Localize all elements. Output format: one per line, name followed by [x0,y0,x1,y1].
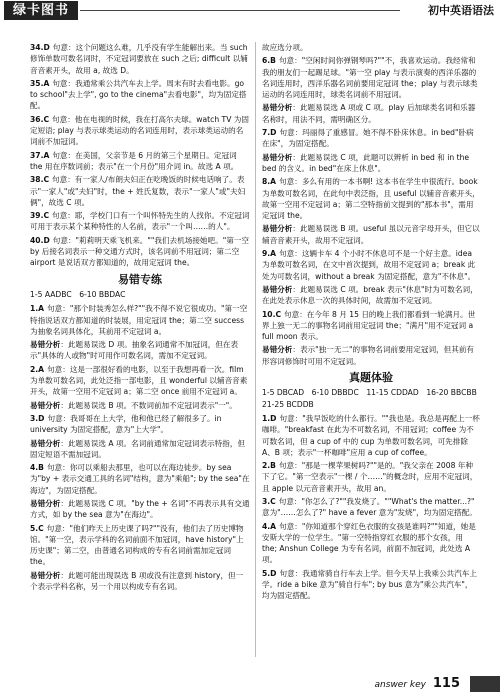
item-number: 9. [262,249,271,259]
left-column [30,42,250,594]
column-divider [255,42,256,657]
item-answer: D [38,413,45,423]
page-number: 115 [432,676,460,691]
item-answer: B [270,56,276,66]
answer-item [262,413,480,458]
item-text: 句意：这个问题这么难，几乎没有学生能解出来。当 such 修饰单数可数名词时，不定冠词要放在 such 之后; difficult 以辅音音素开头，故用 a, 故选 D。 [30,43,248,75]
item-text: 句意："那是一棵苹果树吗?""是的。"我父亲在 2008 年种下了它。"第一空表示"一棵 / 个……"的概念时，应用不定冠词，且 apple 以元音音素开头，故用 an。 [262,461,478,493]
header-rule [80,10,400,11]
item-answer: B [38,463,44,473]
item-text: 句意："你知道那个穿红色衣服的女孩是谁吗?""知道，她是安斯大学的一位学生。"第一空特指穿红衣服的那个女孩，用 the; Anshun College 为专有名词，前面不加冠词，此处选 A 项。 [262,521,476,565]
analysis-label: 易错分析 [262,152,293,162]
item-text: 句意：这辆卡车 4 个小时不休息可不是一个好主意。idea 为单数可数名词，在文中首次提到，故用不定冠词 a；break 此处为可数名词，without a break 为固定搭配，意为"不休息"。 [262,249,476,281]
item-text: 表示"独一无二"的事物名词前要用定冠词，但其前有形容词修饰时可用不定冠词。 [262,345,475,366]
section-keys-errors: 1-5 AADBC 6-10 BBDAC [30,289,126,299]
analysis-label: 易错分析 [30,438,61,448]
answer-item [30,235,250,269]
item-text: 句意："他们昨天上历史课了吗?""没有，他们去了历史博物馆。"第一空，表示学科的名词前面不加冠词，have history"上历史课"；第二空，由普通名词构成的专有名词前需加定冠词 the。 [30,523,244,567]
analysis-label: 易错分析 [262,103,293,113]
item-text: 句意：我哥哥在上大学，他和他已经了解很多了。in university 为固定搭配，意为"上大学"。 [30,413,222,435]
item-text: 此题易误选 A 项或 C 项。play 后加球类名词和乐器名称时，用法不同，需明确区分。 [262,103,476,124]
item-text: 句意：有一家人/布朗夫妇正在吃晚饭的时候电话响了。表示"一家人"或"夫妇"时，the + 姓氏复数，表示"一家人"或"夫妇俩"，故选 C 项。 [30,175,246,207]
error-analysis: 易错分析：此题易误选 C 项，此题可以辨析 in bed 和 in the bed 的含义。in bed"在床上休息"。 [262,152,470,173]
analysis-label: 易错分析 [30,570,61,580]
item-answer: A [270,249,277,259]
item-number: 3. [262,496,271,506]
item-number: 35. [30,78,44,88]
item-answer: D [270,568,277,578]
answer-item [30,462,250,496]
item-answer: C [275,309,282,319]
analysis-label: 易错分析 [30,400,61,410]
analysis-label: 易错分析 [30,340,61,350]
analysis-label: 易错分析 [262,284,293,294]
answer-item [262,55,480,100]
section-title-real-exam: 真题体验 [349,371,393,385]
error-analysis: 易错分析：此题易误选 A 项或 C 项。play 后加球类名词和乐器名称时，用法不同，需明确区分。 [262,103,476,124]
item-number: 2. [262,461,271,471]
item-answer: C [270,496,276,506]
item-text: 故应选分项。 [262,43,308,52]
item-text: 句意："你怎么了?""我发烧了。""What's the matter...?" 意为"……怎么了?" have a fever 意为"发烧"，均为固定搭配。 [262,496,477,518]
item-text: 句意："我早饭吃的什么都行。""我也是。我总是再配上一杯咖啡。"breakfast 在此为不可数名词，不用冠词；coffee 为不可数名词，但 a cup of 中的 cup 为单数可数名词，可先排除 A、B 项；表示"一杯咖啡"应用 a cup of coffee。 [262,413,480,457]
section-keys-real-exam: 1-5 DBCAD 6-10 DBBDC 11-15 CDDAD 16-20 BBCBB 21-25 BCDDB [262,388,485,409]
item-number: 37. [30,150,44,160]
answer-item [262,568,480,602]
item-answer: A [270,177,277,187]
item-text: 句意：耶，学校门口有一个叫怀特先生的人找你。不定冠词可用于表示某个某种特性的人名前，表示"一个叫……的人"。 [30,211,250,232]
item-number: 40. [30,235,44,245]
analysis-label: 易错分析 [30,498,61,508]
item-number: 4. [30,463,39,473]
answer-item [30,210,250,233]
item-text: 句意：我通常乘公共汽车去上学。周末有时去看电影。go to school"去上学", go to the cinema"去看电影"，均为固定搭配。 [30,78,247,111]
brand-logo: 绿卡图书 [4,1,78,20]
item-text: 此题易误选 B 项。useful 虽以元音字母开头，但它以辅音音素开头，故用不定冠词。 [262,224,480,245]
item-number: 38. [30,175,44,185]
footer-label: answer key [374,680,426,690]
item-number: 39. [30,211,44,221]
answer-item [262,248,480,282]
item-text: 此题易误选 D 项。抽象名词通常不加冠词，但在表示"具体的人或物"时可用作可数名词，需加不定冠词。 [30,340,239,361]
page-footer [375,676,460,691]
answer-item [262,309,480,343]
item-number: 3. [30,413,39,423]
error-analysis: 易错分析：此题易误选 B 项。不数词前加不定冠词表示"一"。 [30,400,237,410]
section-title-errors: 易错专练 [118,272,162,286]
item-text: 句意："空闲时间你弹钢琴吗?""不，我喜欢运动。我经常和我的朋友们一起踢足球。"第一空 play 与表示演奏的西洋乐器的名词连用时，西洋乐器名词前要用定冠词 the；play 与表示球类运动的名词连用时，球类名词前不用冠词。 [262,56,478,100]
item-answer: C [43,175,50,185]
answer-item [262,176,480,221]
item-answer: B [270,461,276,471]
item-text: 句意：这是一部很好看的电影，以至于我想再看一次。film 为单数可数名词，此处泛指一部电影，且 wonderful 以辅音音素开头，故第一空用不定冠词 a；第二空 once 前用不定冠词 a。 [30,364,248,397]
item-text: 句意：在美国，父亲节是 6 月的第三个星期日。定冠词 the 用在序数词前；表示"在一个月份"用介词 in。故选 A 项。 [30,150,239,171]
item-number: 8. [262,177,271,187]
item-number: 10. [262,309,276,319]
item-answer: A [43,150,50,160]
item-text: 此题易误选 C 项。"by the + 名词"不再表示具有交通方式，如 by the sea 意为"在海边"。 [30,498,250,520]
item-number: 1. [262,413,271,423]
footer-corner-bar [470,676,500,692]
item-text: 句意：多么有用的一本书啊! 这本书在学生中很流行。book 为单数可数名词，在此句中表泛指，且 useful 以辅音音素开头，故第一空用不定冠词 a；第二空特指前文提到的"那本书"，需用定冠词 the。 [262,177,480,221]
item-answer: A [43,78,50,88]
error-analysis: 易错分析：此题易误选 A 项。名词前通常加定冠词表示特指，但固定短语不需加冠词。 [30,438,246,459]
answer-item [262,127,480,150]
item-text: 此题易误选 B 项。不数词前加不定冠词表示"一"。 [67,400,237,410]
item-number: 34. [30,43,44,52]
book-title: 初中英语语法 [428,4,494,17]
item-answer: A [38,364,45,374]
item-answer: C [43,211,50,221]
answer-item [262,521,480,566]
error-analysis: 易错分析：此题易误选 B 项。useful 虽以元音字母开头，但它以辅音音素开头，故用不定冠词。 [262,224,480,245]
answer-item [30,150,250,173]
item-text: 句意："那个时装秀怎么样?""我不得不说它很成功。"第一空特指说话双方都知道的时装展，用定冠词 the；第二空 success 为抽象名词具体化，其前用不定冠词 a。 [30,304,248,336]
answer-item [30,114,250,148]
item-answer: A [38,304,45,314]
answer-item [30,303,250,337]
item-answer: C [38,523,44,533]
analysis-label: 易错分析 [262,224,293,234]
item-text: 句意："莉莉明天乘飞机来。""我们去机场接她吧。"第一空 by 后接名词表示一种交通方式时，该名词前不用冠词；第二空 airport 是说话双方都知道的，故用定冠词 the。 [30,235,249,268]
answer-item [30,42,250,76]
item-text: 此题可能出现误选 B 项或没有注意到 history，但一个表示学科名称，另一个用以构成专有名词。 [30,570,244,592]
item-answer: C [43,114,50,124]
item-text: 此题易误选 C 项，此题可以辨析 in bed 和 in the bed 的含义。in bed"在床上休息"。 [262,152,470,173]
error-analysis: 易错分析：此题易误选 D 项。抽象名词通常不加冠词，但在表示"具体的人或物"时可用作可数名词，需加不定冠词。 [30,340,239,361]
item-number: 1. [30,304,39,314]
item-number: 6. [262,56,271,66]
answer-item [262,460,480,494]
answer-item [262,496,480,519]
error-analysis: 易错分析：此题可能出现误选 B 项或没有注意到 history，但一个表示学科名称，另一个用以构成专有名词。 [30,570,244,592]
item-answer: D [43,43,50,52]
item-number: 2. [30,364,39,374]
page-header [0,0,500,22]
item-number: 36. [30,114,44,124]
answer-item [30,523,250,568]
item-text: 句意：玛丽得了重感冒。她不得不卧床休息。in bed"卧病在床"，为固定搭配。 [262,128,474,149]
item-text: 句意：你可以乘船去那里，也可以在海边徒步。by sea 为"by + 表示交通工具的名词"结构，意为"乘船"; by the sea"在海边"，为固定搭配。 [30,463,250,495]
item-text: 句意：他在电视的时候，我在打高尔夫球。watch TV 为固定短语; play 与表示球类运动的名词连用时，表示球类运动的名词前不加冠词。 [30,114,249,147]
answer-item [30,413,250,436]
item-text: 句意：我通常骑自行车去上学。但今天早上我乘公共汽车上学。ride a bike 意为"骑自行车"; by bus 意为"乘公共汽车"，均为固定搭配。 [262,568,477,601]
item-number: 7. [262,128,271,138]
error-analysis: 易错分析：此题易误选 C 项。break 表示"休息"时为可数名词，在此处表示休息一次的具体时间，故需加不定冠词。 [262,284,478,306]
error-analysis: 易错分析：此题易误选 C 项。"by the + 名词"不再表示具有交通方式，如 by the sea 意为"在海边"。 [30,498,250,520]
item-number: 5. [30,523,39,533]
item-number: 5. [262,568,271,578]
item-answer: D [270,413,277,423]
answer-item [30,174,250,208]
item-text: 此题易误选 C 项。break 表示"休息"时为可数名词，在此处表示休息一次的具体时间，故需加不定冠词。 [262,284,478,306]
answer-item [30,78,250,112]
analysis-label: 易错分析 [262,345,293,355]
item-answer: A [270,521,277,531]
answer-item [262,42,480,53]
item-answer: D [43,235,50,245]
answer-item [30,364,250,398]
item-answer: D [270,128,277,138]
item-text: 此题易误选 A 项。名词前通常加定冠词表示特指，但固定短语不需加冠词。 [30,438,246,459]
right-column [262,42,485,604]
error-analysis: 易错分析：表示"独一无二"的事物名词前要用定冠词，但其前有形容词修饰时可用不定冠词。 [262,345,475,366]
item-text: 句意：在今年 8 月 15 日的晚上我们都看到一轮满月。世界上独一无二的事物名词前用定冠词 the；"满月"用不定冠词 a full moon 表示。 [262,309,476,342]
item-number: 4. [262,521,271,531]
